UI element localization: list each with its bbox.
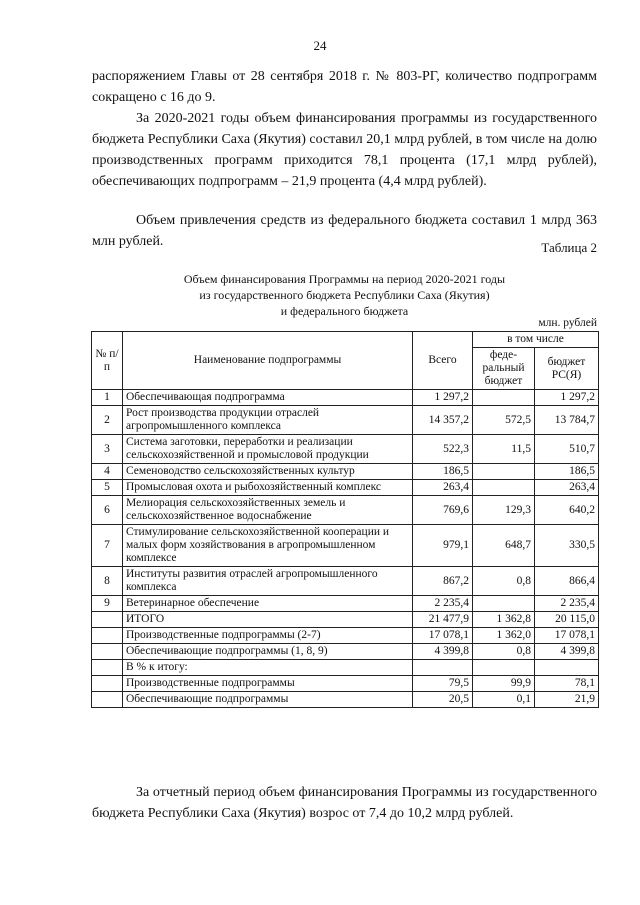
table-row [92,406,599,435]
table-label: Таблица 2 [541,240,597,255]
row-number: 2 [92,406,123,435]
row-federal: 1 362,8 [473,612,535,628]
paragraph-2: За 2020-2021 годы объем финансирования программы из государственного бюджета Республики Саха (Якутия) составил 20,1 млрд рублей, в том числе на долю производственных программ приходится 78,1 процента (17,1 млрд рублей), обеспечивающих подпрограмм – 21,9 процента (4,4 млрд рублей). [92,111,597,189]
row-federal: 0,8 [473,644,535,660]
row-rs-budget: 640,2 [535,496,599,525]
row-number: 6 [92,496,123,525]
row-rs-budget: 510,7 [535,435,599,464]
row-number: 1 [92,390,123,406]
row-rs-budget: 866,4 [535,567,599,596]
row-total: 2 235,4 [413,596,473,612]
row-rs-budget: 20 115,0 [535,612,599,628]
row-total: 769,6 [413,496,473,525]
table-row [92,628,599,644]
row-name: Производственные подпрограммы [123,676,413,692]
row-total: 867,2 [413,567,473,596]
header-federal: феде-ральный бюджет [473,348,535,390]
row-total: 21 477,9 [413,612,473,628]
row-rs-budget: 78,1 [535,676,599,692]
row-name: Обеспечивающие подпрограммы (1, 8, 9) [123,644,413,660]
table-row [92,660,599,676]
header-name: Наименование подпрограммы [123,332,413,390]
row-name: Семеноводство сельскохозяйственных культур [123,464,413,480]
row-rs-budget: 13 784,7 [535,406,599,435]
row-total: 20,5 [413,692,473,708]
table-title-line: из государственного бюджета Республики Саха (Якутия) [199,288,490,302]
row-number: 4 [92,464,123,480]
row-name: Производственные подпрограммы (2-7) [123,628,413,644]
row-name: Обеспечивающие подпрограммы [123,692,413,708]
row-federal [473,480,535,496]
paragraph-1: распоряжением Главы от 28 сентября 2018 г. № 803-РГ, количество подпрограмм сокращено с 16 до 9. [92,69,597,105]
row-federal [473,464,535,480]
row-name: В % к итогу: [123,660,413,676]
header-rs-budget: бюджет РС(Я) [535,348,599,390]
table-row [92,692,599,708]
row-rs-budget: 263,4 [535,480,599,496]
row-federal: 648,7 [473,525,535,567]
table-row [92,435,599,464]
row-total: 186,5 [413,464,473,480]
row-federal: 129,3 [473,496,535,525]
row-number [92,692,123,708]
table-row [92,480,599,496]
row-name: Рост производства продукции отраслей агропромышленного комплекса [123,406,413,435]
row-total: 79,5 [413,676,473,692]
table-row [92,496,599,525]
row-name: Стимулирование сельскохозяйственной кооперации и малых форм хозяйствования в агропромышленном комплексе [123,525,413,567]
row-total: 979,1 [413,525,473,567]
table-row [92,464,599,480]
table-row [92,525,599,567]
row-federal: 0,1 [473,692,535,708]
table-row [92,644,599,660]
page-number: 24 [313,38,327,53]
row-name: Система заготовки, переработки и реализации сельскохозяйственной и промысловой продукции [123,435,413,464]
row-federal [473,660,535,676]
table-unit: млн. рублей [538,317,597,329]
row-number [92,644,123,660]
row-total: 1 297,2 [413,390,473,406]
row-name: Обеспечивающая подпрограмма [123,390,413,406]
row-federal: 11,5 [473,435,535,464]
row-federal: 0,8 [473,567,535,596]
row-total: 522,3 [413,435,473,464]
row-number: 9 [92,596,123,612]
row-rs-budget: 17 078,1 [535,628,599,644]
row-number: 5 [92,480,123,496]
row-name: ИТОГО [123,612,413,628]
table-row [92,676,599,692]
row-federal: 1 362,0 [473,628,535,644]
row-rs-budget: 1 297,2 [535,390,599,406]
row-number: 3 [92,435,123,464]
row-total: 14 357,2 [413,406,473,435]
row-number [92,660,123,676]
table-title-line: Объем финансирования Программы на период 2020-2021 годы [183,272,506,286]
table-title [92,271,597,319]
table-row [92,596,599,612]
table-row [92,612,599,628]
row-rs-budget: 330,5 [535,525,599,567]
row-federal [473,596,535,612]
row-name: Ветеринарное обеспечение [123,596,413,612]
header-including: в том числе [473,332,599,348]
row-federal [473,390,535,406]
row-name: Мелиорация сельскохозяйственных земель и сельскохозяйственное водоснабжение [123,496,413,525]
row-federal: 572,5 [473,406,535,435]
paragraph-4: За отчетный период объем финансирования Программы из государственного бюджета Республики Саха (Якутия) возрос от 7,4 до 10,2 млрд рублей. [92,785,597,821]
paragraph-3: Объем привлечения средств из федерального бюджета составил 1 млрд 363 млн рублей. [92,213,597,249]
financing-table [91,331,599,708]
row-rs-budget: 4 399,8 [535,644,599,660]
row-rs-budget: 2 235,4 [535,596,599,612]
row-rs-budget: 186,5 [535,464,599,480]
row-total: 263,4 [413,480,473,496]
row-number: 8 [92,567,123,596]
header-total: Всего [413,332,473,390]
row-number [92,612,123,628]
table-row [92,567,599,596]
row-name: Промысловая охота и рыбохозяйственный комплекс [123,480,413,496]
row-total: 4 399,8 [413,644,473,660]
row-number: 7 [92,525,123,567]
row-total [413,660,473,676]
row-rs-budget [535,660,599,676]
row-rs-budget: 21,9 [535,692,599,708]
row-number [92,628,123,644]
row-name: Институты развития отраслей агропромышленного комплекса [123,567,413,596]
row-number [92,676,123,692]
row-total: 17 078,1 [413,628,473,644]
row-federal: 99,9 [473,676,535,692]
header-num: № п/п [92,332,123,390]
table-row [92,390,599,406]
table-title-line: и федерального бюджета [280,304,409,318]
